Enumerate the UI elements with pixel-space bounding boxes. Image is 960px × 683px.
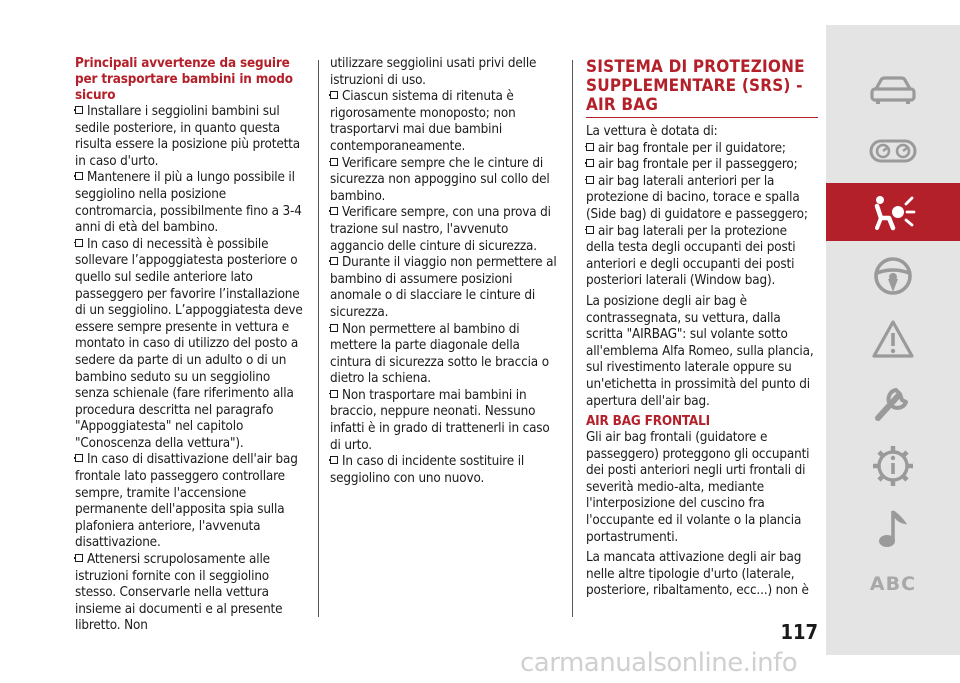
list-item: Durante il viaggio non permettere al bambino di assumere posizioni anomale o di slacciare le cinture di sicurezza. [330, 255, 557, 320]
sidebar-item-technical-data[interactable] [826, 437, 960, 495]
intro-text: La vettura è dotata di: [586, 124, 718, 139]
sidebar-item-starting-driving[interactable] [826, 247, 960, 305]
list-item: Ciascun sistema di ritenuta è rigorosamente monoposto; non trasportarvi mai due bambini contemporaneamente. [330, 89, 516, 154]
instrument-panel-icon [869, 137, 917, 165]
column-divider [318, 60, 319, 617]
checkbox-bullet-icon [330, 456, 338, 464]
index-label: ABC [869, 573, 917, 595]
column-3 [586, 56, 818, 600]
checkbox-bullet-icon [330, 257, 338, 265]
sidebar-item-safety[interactable] [826, 183, 960, 241]
checkbox-bullet-icon [330, 207, 338, 215]
sidebar-item-car[interactable] [826, 61, 960, 119]
column-divider [572, 60, 573, 617]
section-heading: Principali avvertenze da seguire per trasportare bambini in modo sicuro [75, 56, 293, 103]
page-number: 117 [780, 620, 818, 644]
sidebar-item-emergency[interactable] [826, 310, 960, 368]
list-item: Mantenere il più a lungo possibile il seggiolino nella posizione contromarcia, possibilmente fino a 3-4 anni di età del bambino. [75, 170, 302, 236]
paragraph: La mancata attivazione degli air bag nelle altre tipologie d'urto (laterale, posteriore, ribaltamento, ecc...) non è [586, 550, 809, 599]
subsection-heading: AIR BAG FRONTALI [586, 414, 710, 430]
list-item: Non permettere al bambino di mettere la parte diagonale della cintura di sicurezza sotto le braccia o dietro la schiena. [330, 321, 549, 387]
car-icon [870, 75, 916, 105]
checkbox-bullet-icon [586, 143, 594, 151]
checkbox-bullet-icon [586, 159, 594, 167]
music-note-icon [873, 507, 913, 551]
list-item: Installare i seggiolini bambini sul sedile posteriore, in quanto questa risulta essere la posizione più protetta in caso d'urto. [75, 104, 300, 169]
checkbox-bullet-icon [586, 176, 594, 184]
column-2 [330, 56, 558, 487]
page-title: SISTEMA DI PROTEZIONE SUPPLEMENTARE (SRS) - AIR BAG [586, 58, 818, 118]
checkbox-bullet-icon [75, 106, 83, 114]
paragraph: Gli air bag frontali (guidatore e passeggero) proteggono gli occupanti dei posti anteriori negli urti frontali di severità medio-alta, mediante l'interposizione del cuscino fra l'occupante ed il volante o la plancia portastrumenti. [586, 430, 810, 545]
checkbox-bullet-icon [75, 239, 83, 247]
sidebar-item-multimedia[interactable] [826, 500, 960, 558]
watermark: carmanualsonline.info [520, 648, 798, 678]
checkbox-bullet-icon [75, 172, 83, 180]
list-item: Non trasportare mai bambini in braccio, neppure neonati. Nessuno infatti è in grado di trattenerli in caso di urto. [330, 387, 550, 453]
list-item: In caso di disattivazione dell'air bag frontale lato passeggero controllare sempre, tramite l'accensione permanente dell'apposita spia sulla plafoniera anteriore, l'avvenuta disattivazione. [75, 452, 298, 551]
continued-text: utilizzare seggiolini usati privi delle istruzioni di uso. [330, 56, 537, 88]
list-item: Verificare sempre, con una prova di trazione sul nastro, l'avvenuto aggancio delle cinture di sicurezza. [330, 205, 551, 254]
checkbox-bullet-icon [586, 226, 594, 234]
warning-triangle-icon [871, 319, 915, 359]
technical-data-gear-icon [871, 444, 915, 488]
list-item: Verificare sempre che le cinture di sicurezza non appoggino sul collo del bambino. [330, 155, 550, 204]
paragraph: La posizione degli air bag è contrassegnata, su vettura, dalla scritta "AIRBAG": sul volante sotto all'emblema Alfa Romeo, sulla plancia, sul rivestimento laterale oppure su un'etichetta in prossimità del punto di apertura dell'air bag. [586, 293, 814, 409]
checkbox-bullet-icon [330, 91, 338, 99]
checkbox-bullet-icon [330, 158, 338, 166]
column-1 [75, 56, 307, 635]
list-item: In caso di incidente sostituire il seggiolino con uno nuovo. [330, 454, 525, 486]
list-item: air bag frontale per il guidatore; [586, 141, 818, 158]
sidebar-item-instruments[interactable] [826, 122, 960, 180]
checkbox-bullet-icon [75, 454, 83, 462]
sidebar-item-index[interactable] [826, 555, 960, 613]
list-item: Attenersi scrupolosamente alle istruzioni fornite con il seggiolino stesso. Conservarle nella vettura insieme ai documenti e al presente libretto. Non [75, 552, 283, 634]
sidebar-item-maintenance[interactable] [826, 373, 960, 431]
checkbox-bullet-icon [330, 390, 338, 398]
list-item: In caso di necessità è possibile sollevare l’appoggiatesta posteriore o quello sul sedile anteriore lato passeggero per favorire l’installazione di un seggiolino. L’appoggiatesta deve essere sempre presente in vettura e montato in caso di utilizzo del posto a sedere da parte di un adulto o di un bambino seduto su un seggiolino senza schienale (fare riferimento alla procedura descritta nel paragrafo "Appoggiatesta" nel capitolo "Conoscenza della vettura"). [75, 236, 303, 451]
checkbox-bullet-icon [330, 324, 338, 332]
steering-wheel-icon [872, 255, 914, 297]
chapter-sidebar [826, 25, 960, 655]
checkbox-bullet-icon [75, 554, 83, 562]
list-item: air bag laterali anteriori per la protezione di bacino, torace e spalla (Side bag) di guidatore e passeggero; [586, 173, 808, 222]
wrench-icon [872, 380, 914, 424]
list-item: air bag laterali per la protezione della testa degli occupanti dei posti anteriori e degli occupanti dei posti posteriori laterali (Window bag). [586, 223, 796, 289]
list-item: air bag frontale per il passeggero; [586, 157, 818, 174]
airbag-passenger-icon [869, 192, 917, 232]
